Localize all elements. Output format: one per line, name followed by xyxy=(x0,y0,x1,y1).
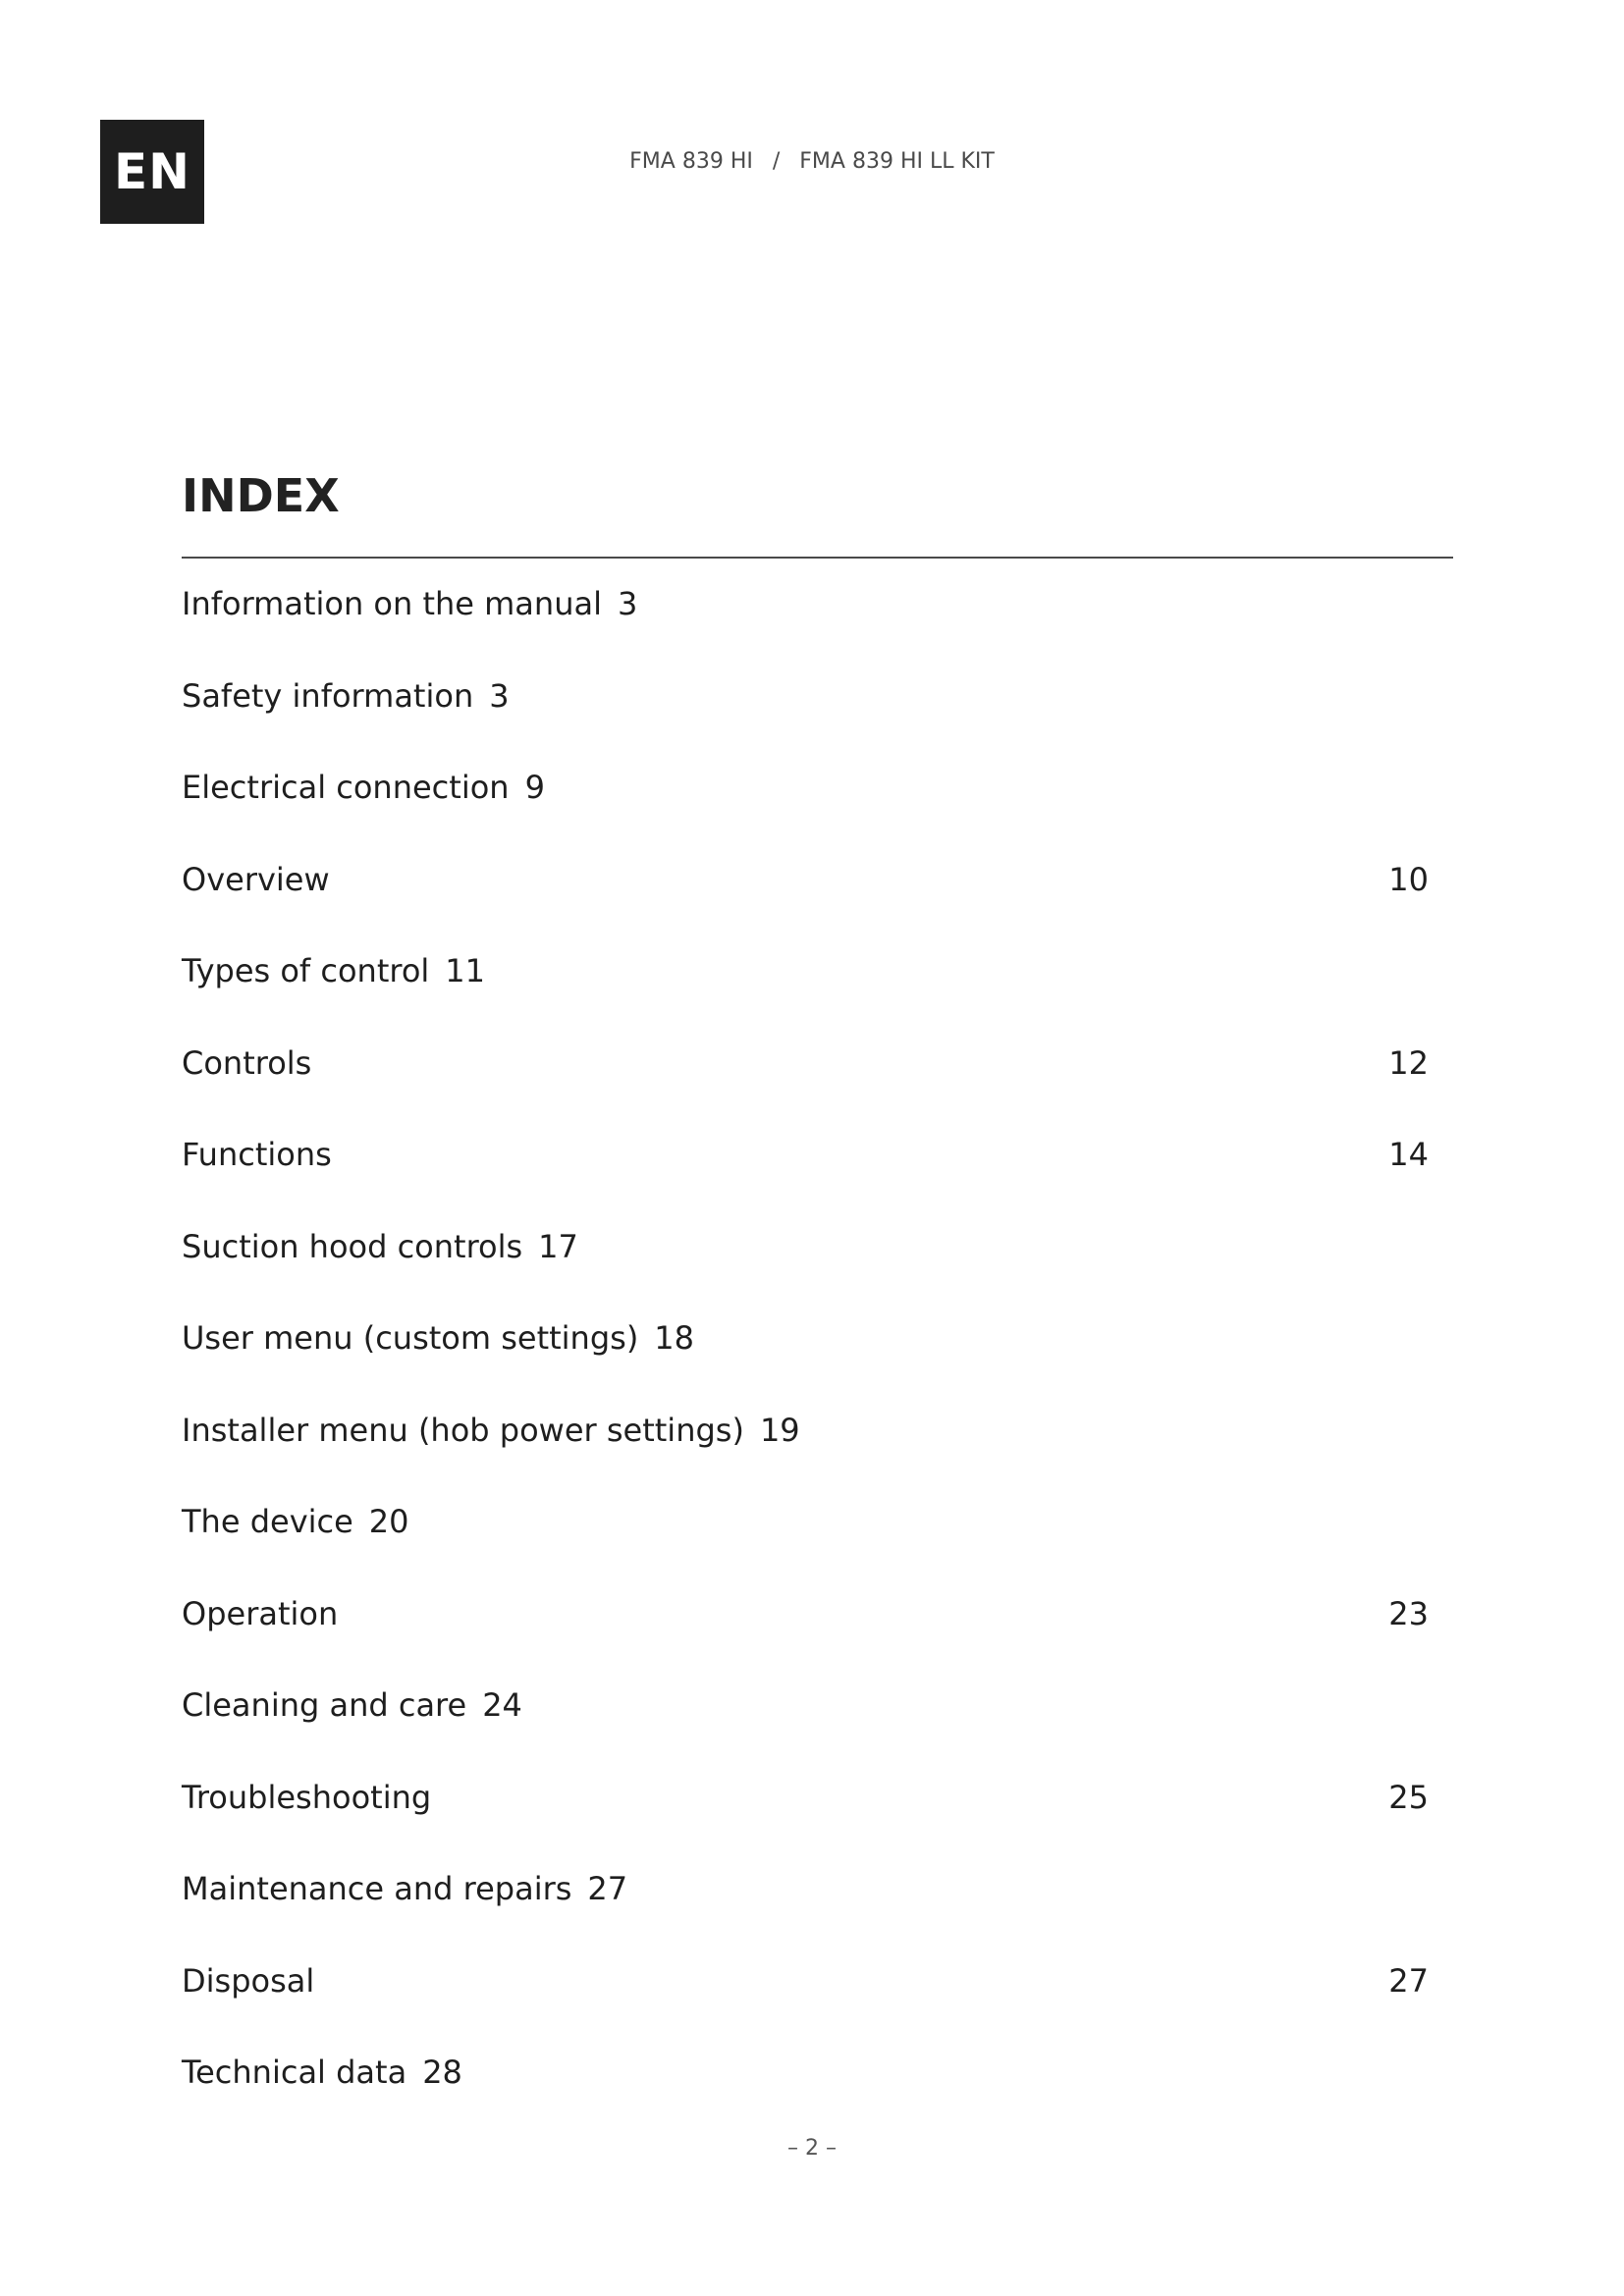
toc-entry xyxy=(182,2048,1429,2140)
toc-entry-title: Disposal xyxy=(182,1961,315,2000)
toc-entry-title: User menu (custom settings) xyxy=(182,1319,639,1357)
toc-entry-title: Overview xyxy=(182,860,330,898)
toc-entry-page: 28 xyxy=(422,2054,462,2091)
toc-entry-page: 23 xyxy=(1388,1594,1429,1632)
toc-entry xyxy=(182,671,1429,764)
toc-entry-page: 25 xyxy=(1388,1778,1429,1816)
toc-entry-title: The device xyxy=(182,1503,353,1540)
toc-entry-page: 11 xyxy=(445,952,485,989)
table-of-contents xyxy=(182,579,1429,2140)
toc-entry-title: Safety information xyxy=(182,676,474,715)
toc-entry xyxy=(182,946,1429,1039)
toc-entry xyxy=(182,1956,1429,2049)
toc-entry-page: 12 xyxy=(1388,1043,1429,1082)
title-divider xyxy=(182,557,1453,559)
toc-entry-title: Suction hood controls xyxy=(182,1227,523,1265)
toc-entry-page: 9 xyxy=(524,769,545,806)
toc-entry-page: 27 xyxy=(587,1870,628,1907)
toc-entry-page: 3 xyxy=(617,585,638,622)
toc-entry xyxy=(182,1222,1429,1314)
toc-entry-page: 3 xyxy=(489,676,510,715)
model-name-kit: FMA 839 HI LL KIT xyxy=(799,149,995,174)
toc-entry-title: Troubleshooting xyxy=(182,1778,432,1816)
toc-entry-title: Maintenance and repairs xyxy=(182,1870,572,1907)
model-name-primary: FMA 839 HI xyxy=(629,149,753,174)
toc-entry-title: Controls xyxy=(182,1043,312,1082)
toc-entry xyxy=(182,1497,1429,1589)
toc-entry-page: 14 xyxy=(1388,1136,1429,1173)
toc-entry-page: 19 xyxy=(759,1411,800,1449)
model-separator: / xyxy=(772,149,781,174)
language-badge: EN xyxy=(100,120,204,224)
toc-entry xyxy=(182,1773,1429,1865)
toc-entry-title: Operation xyxy=(182,1594,339,1632)
toc-entry xyxy=(182,579,1429,671)
toc-entry xyxy=(182,1589,1429,1682)
toc-entry xyxy=(182,763,1429,855)
toc-entry-page: 10 xyxy=(1388,860,1429,898)
toc-entry-title: Installer menu (hob power settings) xyxy=(182,1411,744,1449)
toc-entry xyxy=(182,1039,1429,1131)
page-number: – 2 – xyxy=(787,2136,837,2161)
toc-entry-title: Information on the manual xyxy=(182,585,602,622)
toc-entry xyxy=(182,1313,1429,1406)
model-header xyxy=(0,149,1624,174)
index-title: INDEX xyxy=(182,469,340,522)
toc-entry xyxy=(182,1864,1429,1956)
toc-entry xyxy=(182,855,1429,947)
toc-entry xyxy=(182,1130,1429,1222)
toc-entry-title: Technical data xyxy=(182,2054,407,2091)
toc-entry-page: 18 xyxy=(654,1319,695,1357)
toc-entry-title: Electrical connection xyxy=(182,769,510,806)
toc-entry-page: 24 xyxy=(482,1686,522,1724)
toc-entry-title: Types of control xyxy=(182,952,430,989)
toc-entry-title: Functions xyxy=(182,1136,332,1173)
toc-entry-page: 20 xyxy=(368,1503,409,1540)
toc-entry-page: 27 xyxy=(1388,1961,1429,2000)
toc-entry-page: 17 xyxy=(538,1227,578,1265)
toc-entry-title: Cleaning and care xyxy=(182,1686,467,1724)
toc-entry xyxy=(182,1406,1429,1498)
toc-entry xyxy=(182,1681,1429,1773)
